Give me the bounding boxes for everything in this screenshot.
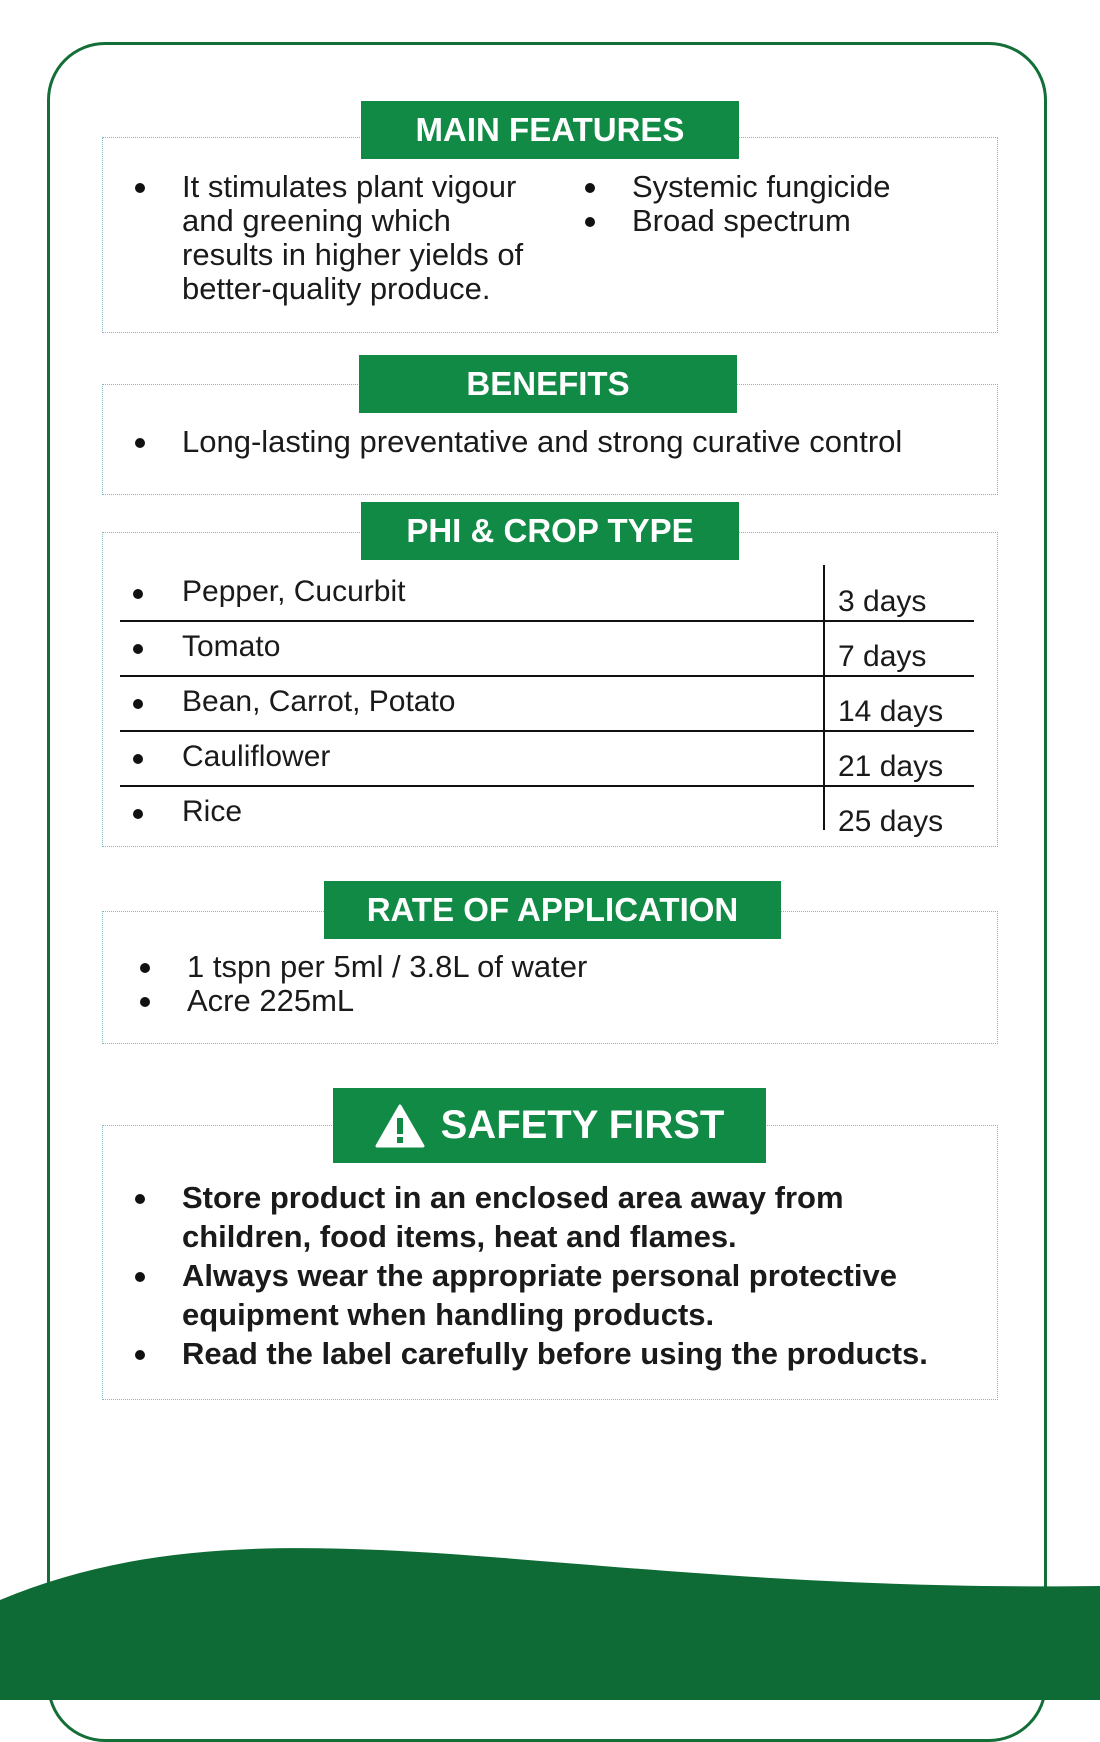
- phi-row: [120, 677, 974, 732]
- rate-item: 1 tspn per 5ml / 3.8L of water: [123, 950, 983, 984]
- phi-row: [120, 732, 974, 787]
- phi-row: [120, 622, 974, 677]
- benefits-list: [118, 425, 978, 459]
- phi-section: [102, 532, 998, 847]
- footer-wave: [0, 1530, 1100, 1700]
- phi-table: [120, 567, 974, 840]
- safety-heading: [333, 1088, 766, 1163]
- phi-column-divider: [823, 565, 825, 830]
- main-features-item: It stimulates plant vigour and greening which results in higher yields of better-quality produce.: [118, 170, 538, 306]
- main-features-left-list: [118, 170, 538, 306]
- safety-section: [102, 1125, 998, 1400]
- safety-heading-label: SAFETY FIRST: [440, 1103, 725, 1147]
- warning-triangle-icon: [375, 1104, 425, 1148]
- phi-days: 25 days: [838, 805, 944, 838]
- safety-item: Read the label carefully before using the products.: [118, 1334, 978, 1373]
- main-features-right-list: [568, 170, 988, 238]
- phi-days: 7 days: [838, 640, 927, 673]
- phi-days: 3 days: [838, 585, 927, 618]
- phi-crop: Cauliflower: [120, 740, 330, 774]
- main-features-item: Systemic fungicide: [568, 170, 988, 204]
- phi-crop: Rice: [120, 795, 242, 829]
- phi-row: [120, 787, 974, 840]
- phi-crop: Bean, Carrot, Potato: [120, 685, 456, 719]
- phi-days: 14 days: [838, 695, 944, 728]
- rate-heading: RATE OF APPLICATION: [324, 881, 781, 939]
- phi-days: 21 days: [838, 750, 944, 783]
- benefits-item: Long-lasting preventative and strong curative control: [118, 425, 978, 459]
- rate-item: Acre 225mL: [123, 984, 983, 1018]
- main-features-section: [102, 137, 998, 333]
- safety-item: Store product in an enclosed area away from children, food items, heat and flames.: [118, 1178, 978, 1256]
- benefits-heading: BENEFITS: [359, 355, 737, 413]
- phi-crop: Pepper, Cucurbit: [120, 575, 405, 609]
- main-features-item: Broad spectrum: [568, 204, 988, 238]
- rate-list: [123, 950, 983, 1018]
- phi-row: [120, 567, 974, 622]
- main-features-heading: MAIN FEATURES: [361, 101, 739, 159]
- safety-item: Always wear the appropriate personal protective equipment when handling products.: [118, 1256, 978, 1334]
- safety-list: [118, 1178, 978, 1373]
- phi-heading: PHI & CROP TYPE: [361, 502, 739, 560]
- phi-crop: Tomato: [120, 630, 280, 664]
